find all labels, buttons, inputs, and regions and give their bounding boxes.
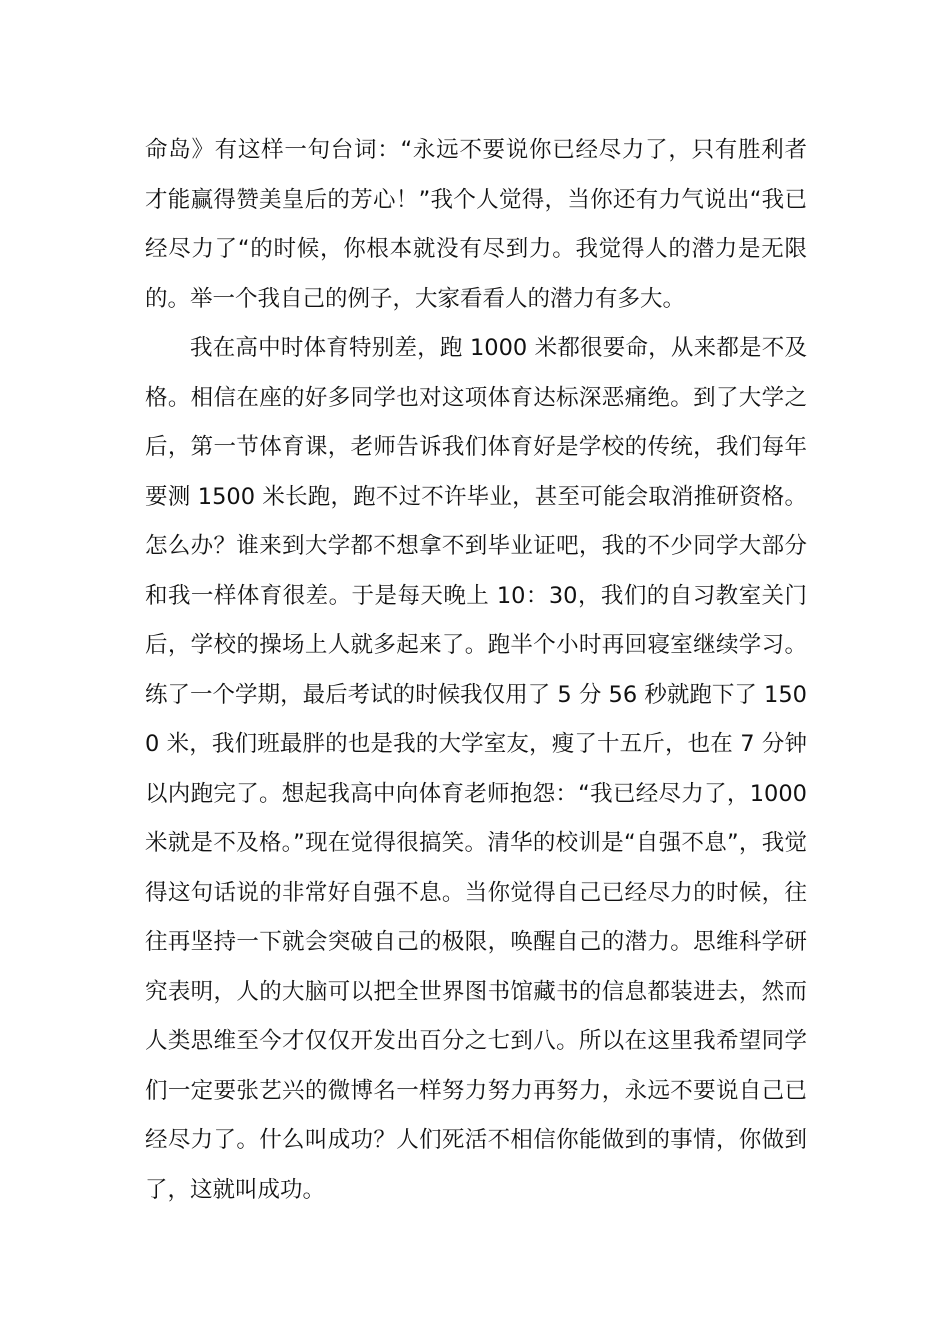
body-text xyxy=(145,126,807,1215)
paragraph-quote-reflection: 命岛》有这样一句台词：“永远不要说你已经尽力了，只有胜利者才能赢得赞美皇后的芳心！”我个人觉得，当你还有力气说出“我已经尽力了“的时候，你根本就没有尽到力。我觉得人的潜力是无限的。举一个我自己的例子，大家看看人的潜力有多大。 xyxy=(145,137,807,312)
paragraph-running-story: 我在高中时体育特别差，跑 1000 米都很要命，从来都是不及格。相信在座的好多同学也对这项体育达标深恶痛绝。到了大学之后，第一节体育课，老师告诉我们体育好是学校的传统，我们每年要测 1500 米长跑，跑不过不许毕业，甚至可能会取消推研资格。怎么办？谁来到大学都不想拿不到毕业证吧，我的不少同学大部分和我一样体育很差。于是每天晚上 10：30，我们的自习教室关门后，学校的操场上人就多起来了。跑半个小时再回寝室继续学习。练了一个学期，最后考试的时候我仅用了 5 分 56 秒就跑下了 1500 米，我们班最胖的也是我的大学室友，瘦了十五斤，也在 7 分钟以内跑完了。想起我高中向体育老师抱怨：“我已经尽力了，1000 米就是不及格。”现在觉得很搞笑。清华的校训是“自强不息”，我觉得这句话说的非常好自强不息。当你觉得自己已经尽力的时候，往往再坚持一下就会突破自己的极限，唤醒自己的潜力。思维科学研究表明，人的大脑可以把全世界图书馆藏书的信息都装进去，然而人类思维至今才仅仅开发出百分之七到八。所以在这里我希望同学们一定要张艺兴的微博名一样努力努力再努力，永远不要说自己已经尽力了。什么叫成功？人们死活不相信你能做到的事情，你做到了，这就叫成功。 xyxy=(145,335,807,1203)
